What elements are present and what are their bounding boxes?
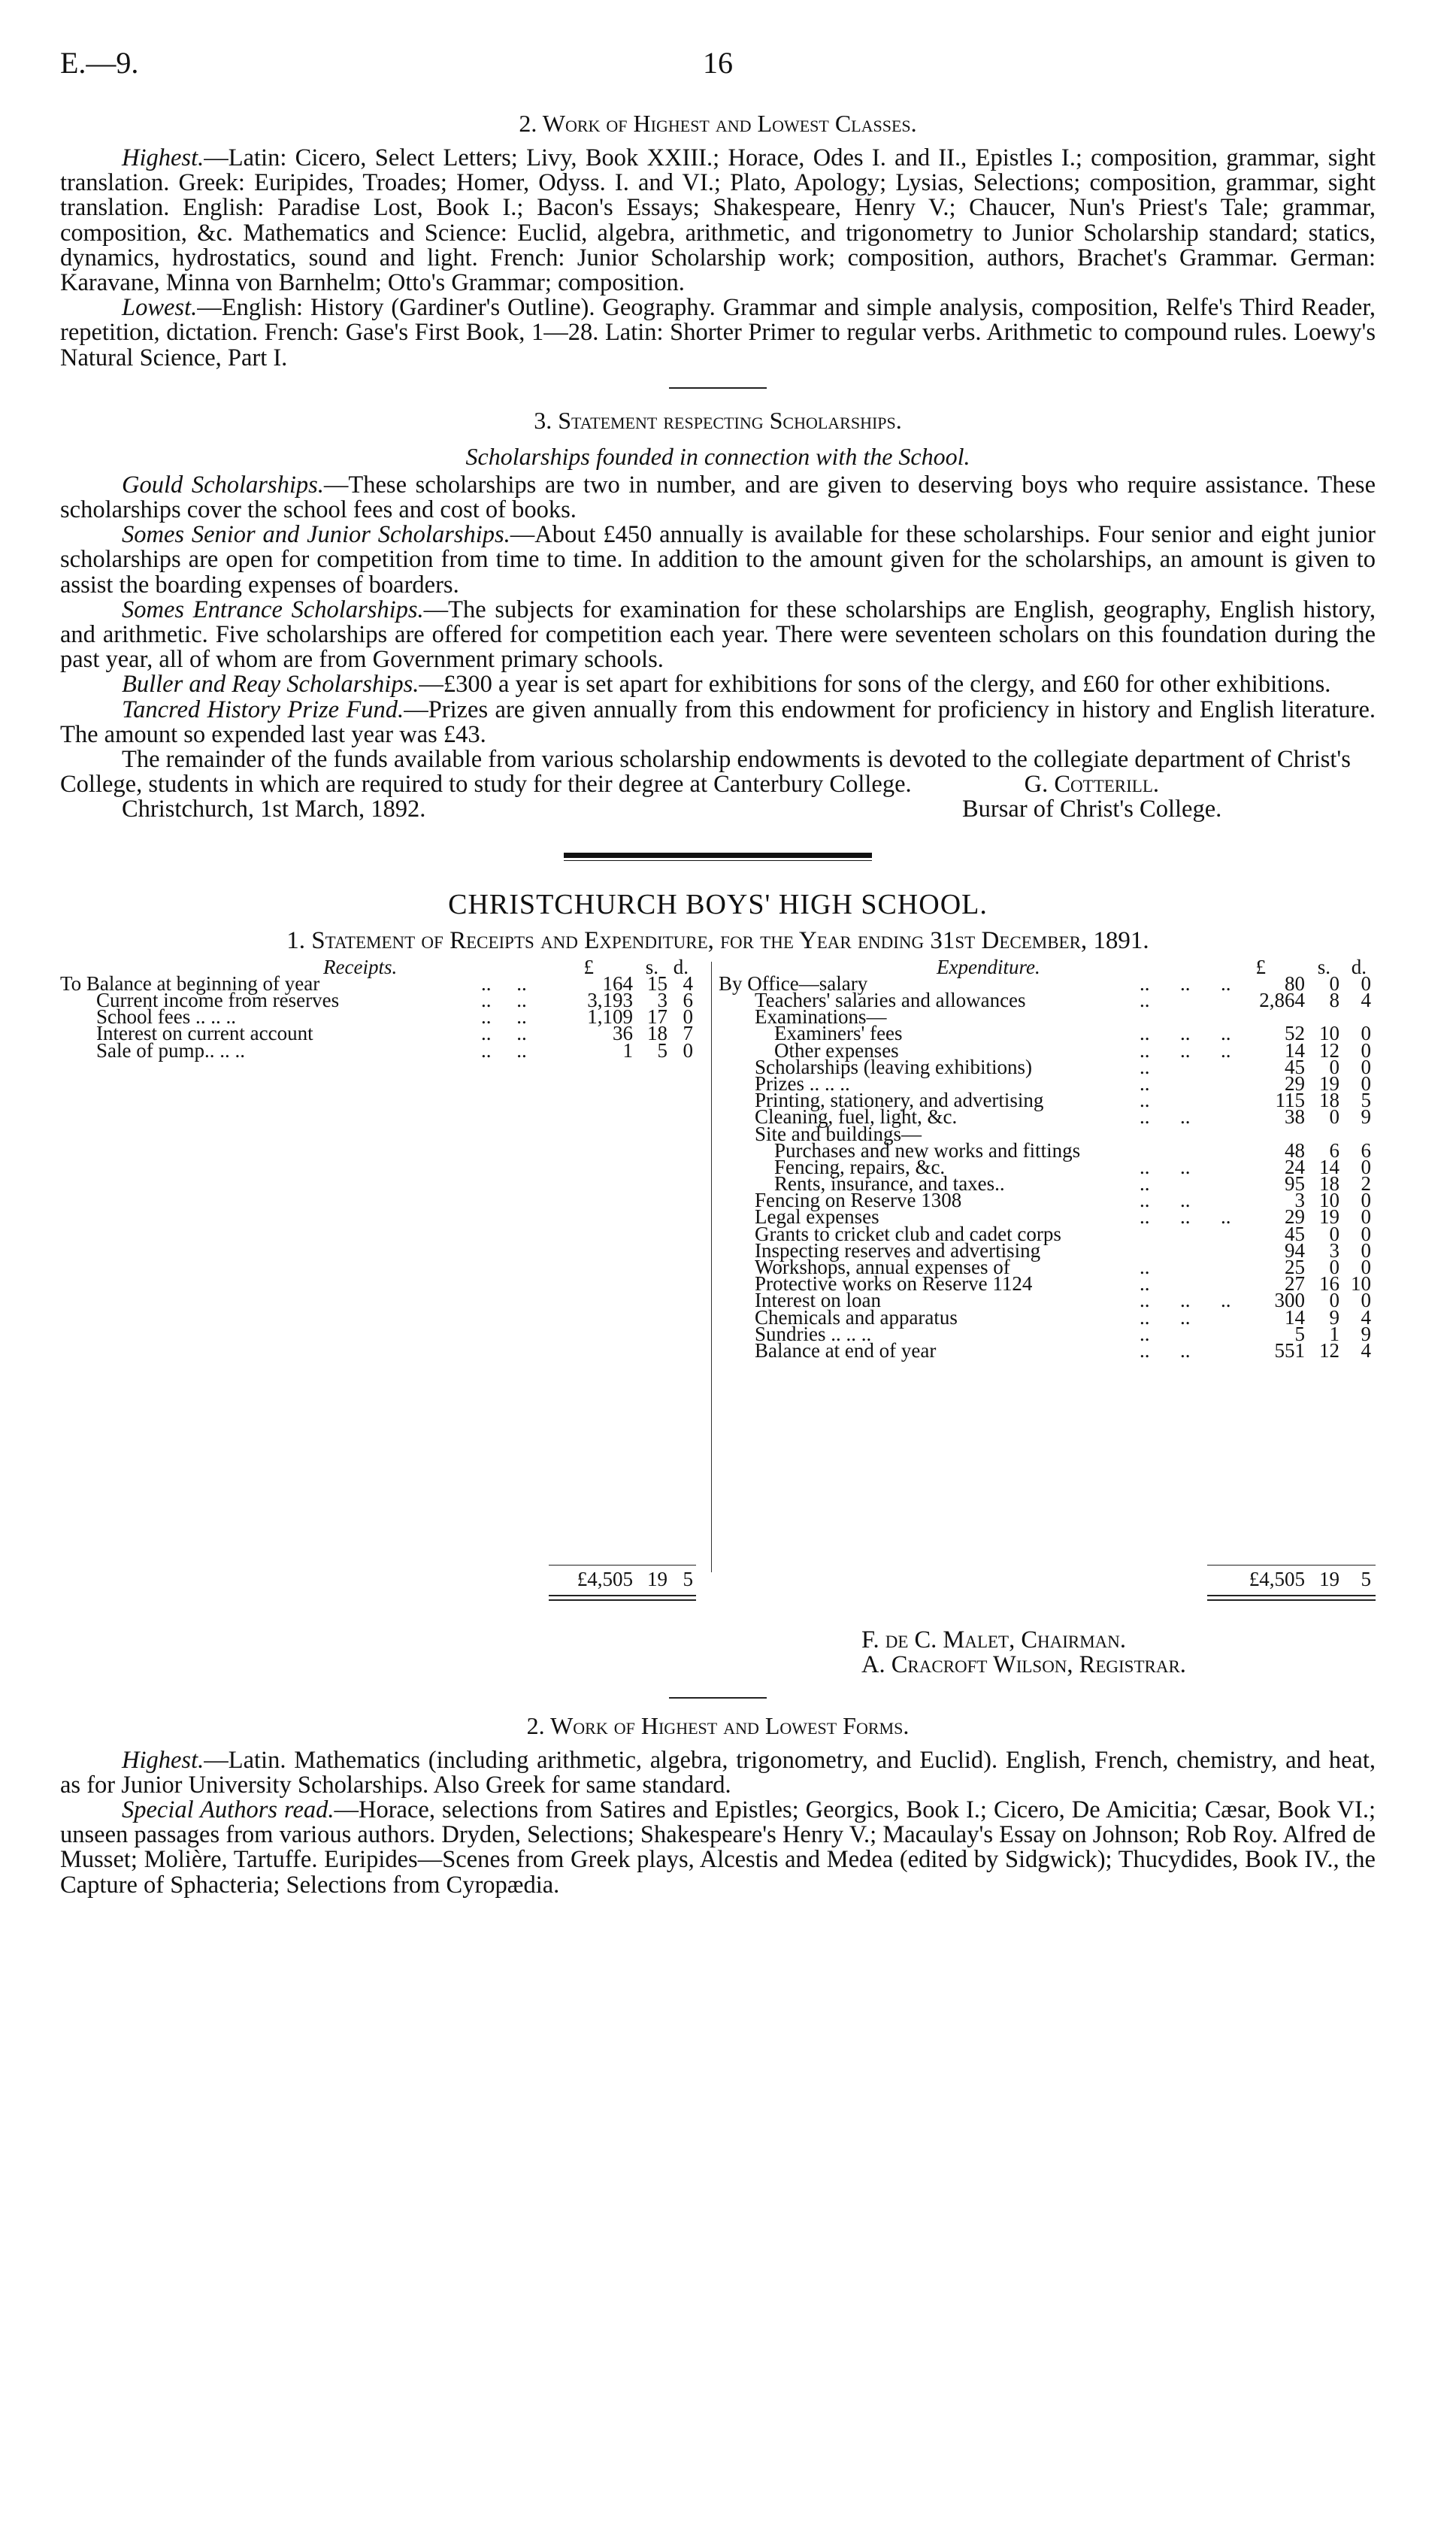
row-label: Interest on current account <box>96 1022 313 1045</box>
text-tancred: —Prizes are given annually from this endowment for proficiency in history and English literature. The amount so expended last year was £43. <box>60 696 1376 748</box>
row-pounds: 1 <box>622 1038 633 1062</box>
exp-shillings-header: s. <box>1317 955 1330 978</box>
registrar-signature: A. Cracroft Wilson, Registrar. <box>861 1650 1186 1678</box>
row-leader-dots: .. .. .. <box>1140 1022 1231 1045</box>
row-pence: 0 <box>683 1038 693 1062</box>
row-pence: 6 <box>1361 1138 1371 1162</box>
row-label: Examinations— <box>755 1005 887 1029</box>
row-pounds: 3 <box>1294 1189 1305 1212</box>
row-pence: 9 <box>1361 1105 1371 1129</box>
row-pence: 0 <box>1361 1022 1371 1045</box>
row-label: Balance at end of year <box>755 1338 937 1362</box>
row-label: Sale of pump.. .. .. <box>96 1038 245 1062</box>
paragraph-highest-forms <box>60 1748 1376 1798</box>
expenditure-double-line-1 <box>1207 1595 1376 1596</box>
paragraph-buller-reay <box>60 672 1376 697</box>
expenditure-total-pounds: £4,505 <box>1249 1567 1305 1590</box>
receipts-column <box>60 955 704 1590</box>
row-pounds: 52 <box>1285 1022 1305 1045</box>
row-pence: 4 <box>1361 1305 1371 1329</box>
paragraph-lowest-classes <box>60 296 1376 371</box>
row-leader-dots: .. <box>1140 1272 1150 1296</box>
row-shillings: 0 <box>1329 1105 1339 1129</box>
chairman-signature: F. de C. Malet, Chairman. <box>861 1626 1127 1653</box>
row-pounds: 29 <box>1285 1205 1305 1229</box>
row-pence: 4 <box>1361 1338 1371 1362</box>
row-label: Teachers' salaries and allowances <box>755 989 1026 1012</box>
row-label: Examiners' fees <box>774 1022 903 1045</box>
page-header <box>60 45 1376 98</box>
expenditure-sum-line <box>1207 1565 1376 1566</box>
row-shillings: 16 <box>1319 1272 1339 1296</box>
text-special-authors: —Horace, selections from Satires and Epistles; Georgics, Book I.; Cicero, De Amicitia; Cæsar, Book VI.; unseen passages from various authors. Dryden, Selections; Shakespeare's Henry V.; Macaulay's Essay on Johnson; Rob Roy. Alfred de Musset; Molière, Tartuffe. Euripides—Scenes from Greek plays, Alcestis and Medea (edited by Sidgwick); Thucydides, Book IV., the Capture of Sphacteria; Selections from Cyropædia. <box>60 1796 1376 1899</box>
receipts-total-pounds: £4,505 <box>577 1567 633 1590</box>
row-label: Legal expenses <box>755 1205 879 1229</box>
paragraph-gould <box>60 473 1376 523</box>
row-shillings: 18 <box>1319 1172 1339 1196</box>
paragraph-somes-senior-junior <box>60 523 1376 598</box>
page-number: 16 <box>703 46 733 80</box>
shillings-header: s. <box>645 955 658 978</box>
row-pence: 0 <box>1361 1071 1371 1095</box>
row-shillings: 15 <box>647 971 667 995</box>
row-leader-dots: .. .. <box>1140 1189 1191 1212</box>
row-pounds: 1,109 <box>587 1005 633 1029</box>
row-shillings: 8 <box>1329 989 1339 1012</box>
row-leader-dots: .. .. .. <box>1140 971 1231 995</box>
row-label: Cleaning, fuel, light, &c. <box>755 1105 958 1129</box>
row-leader-dots: .. <box>1140 1322 1150 1345</box>
row-label: Grants to cricket club and cadet corps <box>755 1222 1061 1245</box>
row-pence: 0 <box>1361 1238 1371 1262</box>
receipts-total-shillings: 19 <box>647 1567 667 1590</box>
receipts-total-block <box>60 1567 704 1616</box>
row-pounds: 45 <box>1285 1222 1305 1245</box>
row-shillings: 3 <box>1329 1238 1339 1262</box>
row-pence: 6 <box>683 989 693 1012</box>
document-page <box>60 45 1376 1898</box>
text-gould: —These scholarships are two in number, and are given to deserving boys who require assistance. These scholarships cover the school fees and cost of books. <box>60 471 1376 524</box>
row-shillings: 0 <box>1329 1055 1339 1078</box>
row-pence: 4 <box>1361 989 1371 1012</box>
row-pounds: 5 <box>1294 1322 1305 1345</box>
row-pounds: 551 <box>1274 1338 1305 1362</box>
row-label: By Office—salary <box>719 971 868 995</box>
signatory-name: G. Cotterill. <box>1024 771 1160 799</box>
row-label: Purchases and new works and fittings <box>774 1138 1081 1162</box>
row-pounds: 25 <box>1285 1256 1305 1279</box>
row-shillings: 0 <box>1329 1289 1339 1312</box>
row-pence: 0 <box>1361 971 1371 995</box>
row-leader-dots: .. .. <box>1140 1338 1191 1362</box>
row-leader-dots: .. <box>1140 1055 1150 1078</box>
row-label: Interest on loan <box>755 1289 881 1312</box>
section-divider <box>669 387 767 389</box>
row-leader-dots: .. <box>1140 1089 1150 1112</box>
statement-title: 1. Statement of Receipts and Expenditure, for the Year ending 31st December, 1891. <box>286 926 1149 954</box>
exp-pence-header: d. <box>1351 955 1367 978</box>
row-shillings: 19 <box>1319 1205 1339 1229</box>
label-gould: Gould Scholarships. <box>122 471 324 499</box>
paragraph-tancred <box>60 698 1376 747</box>
row-leader-dots: .. <box>1140 1172 1150 1196</box>
row-shillings: 12 <box>1319 1038 1339 1062</box>
row-label: Prizes .. .. .. <box>755 1071 850 1095</box>
row-label: Other expenses <box>774 1038 899 1062</box>
label-somes-entrance: Somes Entrance Scholarships. <box>122 596 424 623</box>
text-buller-reay: —£300 a year is set apart for exhibitions for sons of the clergy, and £60 for other exhibitions. <box>419 671 1331 699</box>
row-label: Fencing on Reserve 1308 <box>755 1189 962 1212</box>
section-heading-scholarships: 3. Statement respecting Scholarships. <box>534 406 902 434</box>
row-shillings: 18 <box>647 1022 667 1045</box>
text-somes-senior-junior: —About £450 annually is available for these scholarships. Four senior and eight junior scholarships are open for competition from time to time. In addition to the amount given for the scholarships, an amount is given to assist the boarding expenses of boarders. <box>60 521 1376 599</box>
expenditure-total-row <box>719 1567 1376 1593</box>
row-pence: 0 <box>1361 1038 1371 1062</box>
section-heading-school-work: 2. Work of Highest and Lowest Forms. <box>526 1711 910 1739</box>
row-pence: 0 <box>1361 1189 1371 1212</box>
row-shillings: 17 <box>647 1005 667 1029</box>
text-highest: —Latin: Cicero, Select Letters; Livy, Book XXIII.; Horace, Odes I. and II., Epistles I.; composition, grammar, sight translation. Greek: Euripides, Troades; Homer, Odyss. I. and VI.; Plato, Apology; Lysias, Selections; composition, grammar, sight translation. English: Paradise Lost, Book I.; Bacon's Essays; Shakespeare, Henry V.; Chaucer, Nun's Priest's Tale; grammar, composition, &c. Mathematics and Science: Euclid, algebra, arithmetic, and trigonometry to Junior Scholarship standard; statics, dynamics, hydrostatics, sound and light. French: Junior Scholarship work; composition, authors, Brachet's Grammar. German: Karavane, Minna von Barnhelm; Otto's Grammar; composition. <box>60 144 1376 297</box>
document-reference: E.—9. <box>60 46 139 80</box>
row-leader-dots: .. .. <box>1140 1155 1191 1178</box>
row-pounds: 300 <box>1274 1289 1305 1312</box>
row-leader-dots: .. .. <box>481 1038 527 1062</box>
paragraph-somes-entrance <box>60 598 1376 673</box>
paragraph-highest-classes <box>60 146 1376 296</box>
row-pence: 4 <box>683 971 693 995</box>
row-pounds: 45 <box>1285 1055 1305 1078</box>
row-leader-dots: .. .. .. <box>1140 1038 1231 1062</box>
row-pounds: 38 <box>1285 1105 1305 1129</box>
row-shillings: 5 <box>657 1038 667 1062</box>
row-shillings: 0 <box>1329 971 1339 995</box>
row-shillings: 12 <box>1319 1338 1339 1362</box>
pounds-header: £ <box>583 955 594 978</box>
receipts-double-line-1 <box>549 1595 696 1596</box>
row-label: Current income from reserves <box>96 989 340 1012</box>
label-tancred: Tancred History Prize Fund. <box>122 696 404 723</box>
receipts-double-line-2 <box>549 1599 696 1601</box>
row-pence: 0 <box>1361 1205 1371 1229</box>
row-pence: 0 <box>1361 1289 1371 1312</box>
row-label: Protective works on Reserve 1124 <box>755 1272 1033 1296</box>
row-pence: 5 <box>1361 1089 1371 1112</box>
row-pence: 2 <box>1361 1172 1371 1196</box>
expenditure-total-pence: 5 <box>1361 1567 1371 1590</box>
row-pounds: 164 <box>602 971 633 995</box>
school-title: CHRISTCHURCH BOYS' HIGH SCHOOL. <box>448 888 988 920</box>
row-leader-dots: .. .. .. <box>1140 1289 1231 1312</box>
row-label: Chemicals and apparatus <box>755 1305 958 1329</box>
signature-row <box>60 797 1376 822</box>
row-pence: 7 <box>683 1022 693 1045</box>
row-shillings: 0 <box>1329 1256 1339 1279</box>
paragraph-remainder <box>60 747 1376 797</box>
row-pounds: 27 <box>1285 1272 1305 1296</box>
label-buller-reay: Buller and Reay Scholarships. <box>122 671 419 699</box>
row-label: Scholarships (leaving exhibitions) <box>755 1055 1032 1078</box>
row-label: Inspecting reserves and advertising <box>755 1238 1041 1262</box>
row-pence: 0 <box>1361 1256 1371 1279</box>
major-divider <box>564 853 872 861</box>
row-pence: 0 <box>1361 1222 1371 1245</box>
label-somes-senior-junior: Somes Senior and Junior Scholarships. <box>122 521 510 549</box>
row-leader-dots: .. .. <box>481 989 527 1012</box>
row-pounds: 36 <box>613 1022 633 1045</box>
scholarships-subheading: Scholarships founded in connection with the School. <box>465 442 970 470</box>
row-shillings: 3 <box>657 989 667 1012</box>
row-label: Sundries .. .. .. <box>755 1322 872 1345</box>
label-highest-forms: Highest. <box>122 1746 204 1774</box>
expenditure-double-line-2 <box>1207 1599 1376 1601</box>
expenditure-total-shillings: 19 <box>1319 1567 1339 1590</box>
row-shillings: 0 <box>1329 1222 1339 1245</box>
row-label: Workshops, annual expenses of <box>755 1256 1010 1279</box>
paragraph-special-authors <box>60 1798 1376 1898</box>
receipts-heading: Receipts. <box>323 955 398 978</box>
row-pence: 0 <box>1361 1155 1371 1178</box>
expenditure-rows <box>719 971 1376 1362</box>
row-pence: 9 <box>1361 1322 1371 1345</box>
pence-header: d. <box>673 955 689 978</box>
row-pounds: 24 <box>1285 1155 1305 1178</box>
receipts-total-row <box>60 1567 704 1593</box>
expenditure-column <box>719 955 1376 1590</box>
row-label: Fencing, repairs, &c. <box>774 1155 946 1178</box>
row-pounds: 115 <box>1275 1089 1305 1112</box>
row-leader-dots: .. <box>1140 1256 1150 1279</box>
row-leader-dots: .. .. <box>481 1005 527 1029</box>
row-shillings: 19 <box>1319 1071 1339 1095</box>
row-pounds: 2,864 <box>1259 989 1305 1012</box>
signatory-title: Bursar of Christ's College. <box>962 796 1222 823</box>
label-highest: Highest. <box>122 144 204 171</box>
row-pounds: 14 <box>1285 1305 1305 1329</box>
row-pence: 10 <box>1351 1272 1371 1296</box>
label-special-authors: Special Authors read. <box>122 1796 334 1824</box>
text-highest-forms: —Latin. Mathematics (including arithmetic, algebra, trigonometry, and Euclid). English, French, chemistry, and heat, as for Junior University Scholarships. Also Greek for same standard. <box>60 1746 1376 1799</box>
expenditure-row <box>719 1338 1376 1362</box>
row-pounds: 80 <box>1285 971 1305 995</box>
row-pounds: 29 <box>1285 1071 1305 1095</box>
row-leader-dots: .. <box>1140 1071 1150 1095</box>
label-lowest: Lowest. <box>122 294 198 322</box>
column-separator <box>711 962 712 1572</box>
row-pounds: 14 <box>1285 1038 1305 1062</box>
row-label: Site and buildings— <box>755 1122 922 1145</box>
row-leader-dots: .. <box>1140 989 1150 1012</box>
section-heading-college-work: 2. Work of Highest and Lowest Classes. <box>519 110 917 137</box>
row-pounds: 95 <box>1285 1172 1305 1196</box>
row-shillings: 14 <box>1319 1155 1339 1178</box>
row-leader-dots: .. .. <box>481 1022 527 1045</box>
receipts-rows <box>60 971 704 1062</box>
row-pence: 0 <box>683 1005 693 1029</box>
text-lowest: —English: History (Gardiner's Outline). Geography. Grammar and simple analysis, composition, Relfe's Third Reader, repetition, dictation. French: Gase's First Book, 1—28. Latin: Shorter Primer to regular verbs. Arithmetic to compound rules. Loewy's Natural Science, Part I. <box>60 294 1376 371</box>
row-shillings: 6 <box>1329 1138 1339 1162</box>
row-pounds: 3,193 <box>587 989 633 1012</box>
row-pounds: 48 <box>1285 1138 1305 1162</box>
section-divider-2 <box>669 1697 767 1699</box>
receipts-total-pence: 5 <box>683 1567 693 1590</box>
text-remainder: The remainder of the funds available from various scholarship endowments is devoted to the collegiate department of Christ's College, students in which are required to study for their degree at Canterbury College. <box>60 746 1351 799</box>
place-date: Christchurch, 1st March, 1892. <box>122 796 426 823</box>
row-shillings: 1 <box>1329 1322 1339 1345</box>
row-label: Printing, stationery, and advertising <box>755 1089 1044 1112</box>
accounts-table <box>60 955 1376 1598</box>
row-label: To Balance at beginning of year <box>60 971 320 995</box>
expenditure-total-block <box>719 1567 1376 1616</box>
expenditure-heading: Expenditure. <box>937 955 1040 978</box>
row-pounds: 94 <box>1285 1238 1305 1262</box>
receipt-row <box>60 1038 704 1062</box>
row-pence: 0 <box>1361 1055 1371 1078</box>
row-shillings: 10 <box>1319 1022 1339 1045</box>
row-shillings: 9 <box>1329 1305 1339 1329</box>
row-shillings: 10 <box>1319 1189 1339 1212</box>
exp-pounds-header: £ <box>1255 955 1266 978</box>
row-leader-dots: .. .. .. <box>1140 1205 1231 1229</box>
row-shillings: 18 <box>1319 1089 1339 1112</box>
text-somes-entrance: —The subjects for examination for these scholarships are English, geography, English history, and arithmetic. Five scholarships are offered for competition each year. There were seventeen scholars on this foundation during the past year, all of whom are from Government primary schools. <box>60 596 1376 674</box>
row-label: School fees .. .. .. <box>96 1005 236 1029</box>
row-leader-dots: .. .. <box>481 971 527 995</box>
receipts-sum-line <box>549 1565 696 1566</box>
row-label: Rents, insurance, and taxes.. <box>774 1172 1005 1196</box>
row-leader-dots: .. .. <box>1140 1305 1191 1329</box>
row-leader-dots: .. .. <box>1140 1105 1191 1129</box>
